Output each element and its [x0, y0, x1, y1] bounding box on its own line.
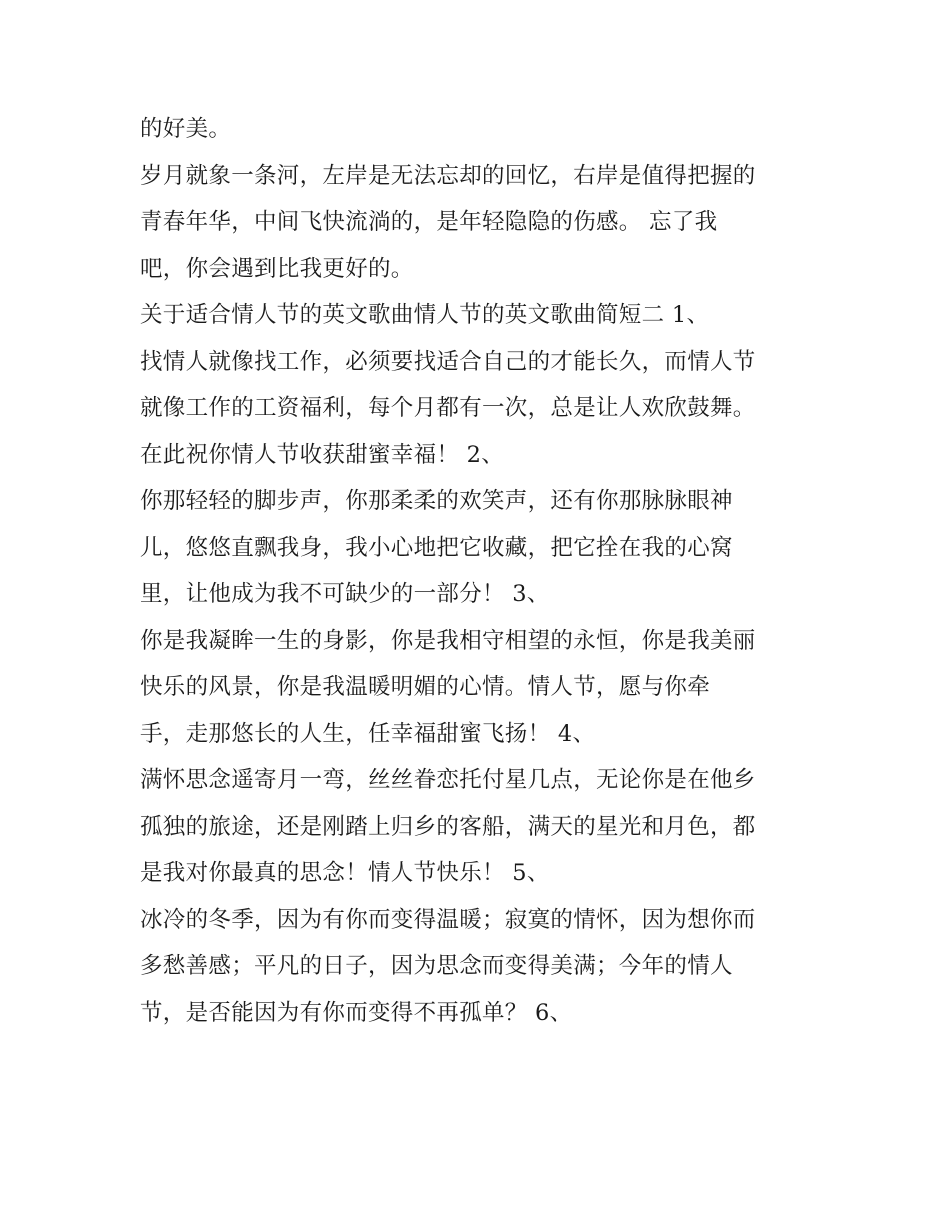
text-line: 快乐的风景，你是我温暖明媚的心情。情人节，愿与你牵 [140, 674, 711, 700]
text-line: 的好美。 [140, 116, 232, 142]
text-line: 满怀思念遥寄月一弯，丝丝眷恋托付星几点，无论你是在他乡 [140, 767, 756, 793]
text-line: 节，是否能因为有你而变得不再孤单？ 6、 [140, 999, 573, 1026]
text-line: 手，走那悠长的人生，任幸福甜蜜飞扬！ 4、 [140, 720, 596, 747]
text-line: 在此祝你情人节收获甜蜜幸福！ 2、 [140, 441, 505, 468]
text-line: 关于适合情人节的英文歌曲情人节的英文歌曲简短二 1、 [140, 302, 710, 328]
text-line: 是我对你最真的思念！情人节快乐！ 5、 [140, 860, 550, 886]
text-line: 里，让他成为我不可缺少的一部分！ 3、 [140, 581, 550, 607]
text-line: 冰冷的冬季，因为有你而变得温暖；寂寞的情怀，因为想你而 [140, 906, 756, 933]
body-text [140, 106, 830, 1036]
text-line: 你那轻轻的脚步声，你那柔柔的欢笑声，还有你那脉脉眼神 [140, 488, 733, 514]
text-line: 就像工作的工资福利，每个月都有一次，总是让人欢欣鼓舞。 [140, 395, 756, 421]
text-line: 青春年华，中间飞快流淌的，是年轻隐隐的伤感。 忘了我 [140, 209, 718, 235]
text-line: 岁月就象一条河，左岸是无法忘却的回忆，右岸是值得把握的 [140, 162, 756, 189]
text-line: 找情人就像找工作，必须要找适合自己的才能长久，而情人节 [140, 348, 756, 375]
text-line: 孤独的旅途，还是刚踏上归乡的客船，满天的星光和月色，都 [140, 813, 756, 840]
text-line: 你是我凝眸一生的身影，你是我相守相望的永恒，你是我美丽 [140, 627, 756, 654]
text-line: 儿，悠悠直飘我身，我小心地把它收藏，把它拴在我的心窝 [140, 534, 733, 561]
text-line: 多愁善感；平凡的日子，因为思念而变得美满；今年的情人 [140, 953, 733, 979]
text-line: 吧，你会遇到比我更好的。 [140, 255, 414, 282]
